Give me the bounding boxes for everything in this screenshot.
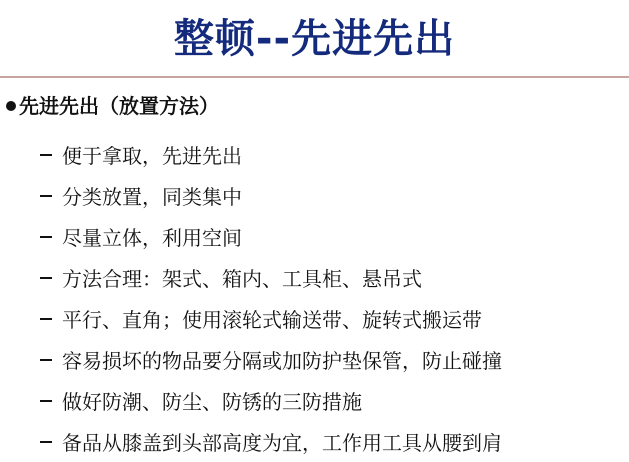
dash-icon [40, 277, 52, 279]
sub-bullet-item [40, 175, 502, 216]
main-bullet [6, 92, 219, 120]
sub-bullet-item [40, 216, 502, 257]
main-bullet-text: 先进先出（放置方法） [19, 94, 219, 118]
sub-bullet-item [40, 421, 502, 462]
sub-bullet-text: 容易损坏的物品要分隔或加防护垫保管，防止碰撞 [62, 349, 502, 373]
sub-bullet-item [40, 298, 502, 339]
dash-icon [40, 195, 52, 197]
sub-bullet-text: 备品从膝盖到头部高度为宜，工作用工具从腰到肩 [62, 431, 502, 455]
dash-icon [40, 154, 52, 156]
dash-icon [40, 400, 52, 402]
dash-icon [40, 359, 52, 361]
sub-bullet-text: 方法合理：架式、箱内、工具柜、悬吊式 [62, 267, 422, 291]
sub-bullet-list [40, 134, 502, 462]
bullet-dot-icon [6, 101, 16, 111]
sub-bullet-text: 便于拿取，先进先出 [62, 144, 242, 168]
slide-title: 整顿--先进先出 [173, 16, 456, 62]
sub-bullet-item [40, 134, 502, 175]
title-divider [0, 76, 629, 78]
sub-bullet-item [40, 339, 502, 380]
sub-bullet-text: 做好防潮、防尘、防锈的三防措施 [62, 390, 362, 414]
dash-icon [40, 441, 52, 443]
dash-icon [40, 236, 52, 238]
sub-bullet-text: 平行、直角；使用滚轮式输送带、旋转式搬运带 [62, 308, 482, 332]
dash-icon [40, 318, 52, 320]
sub-bullet-text: 尽量立体，利用空间 [62, 226, 242, 250]
sub-bullet-item [40, 257, 502, 298]
sub-bullet-text: 分类放置，同类集中 [62, 185, 242, 209]
sub-bullet-item [40, 380, 502, 421]
